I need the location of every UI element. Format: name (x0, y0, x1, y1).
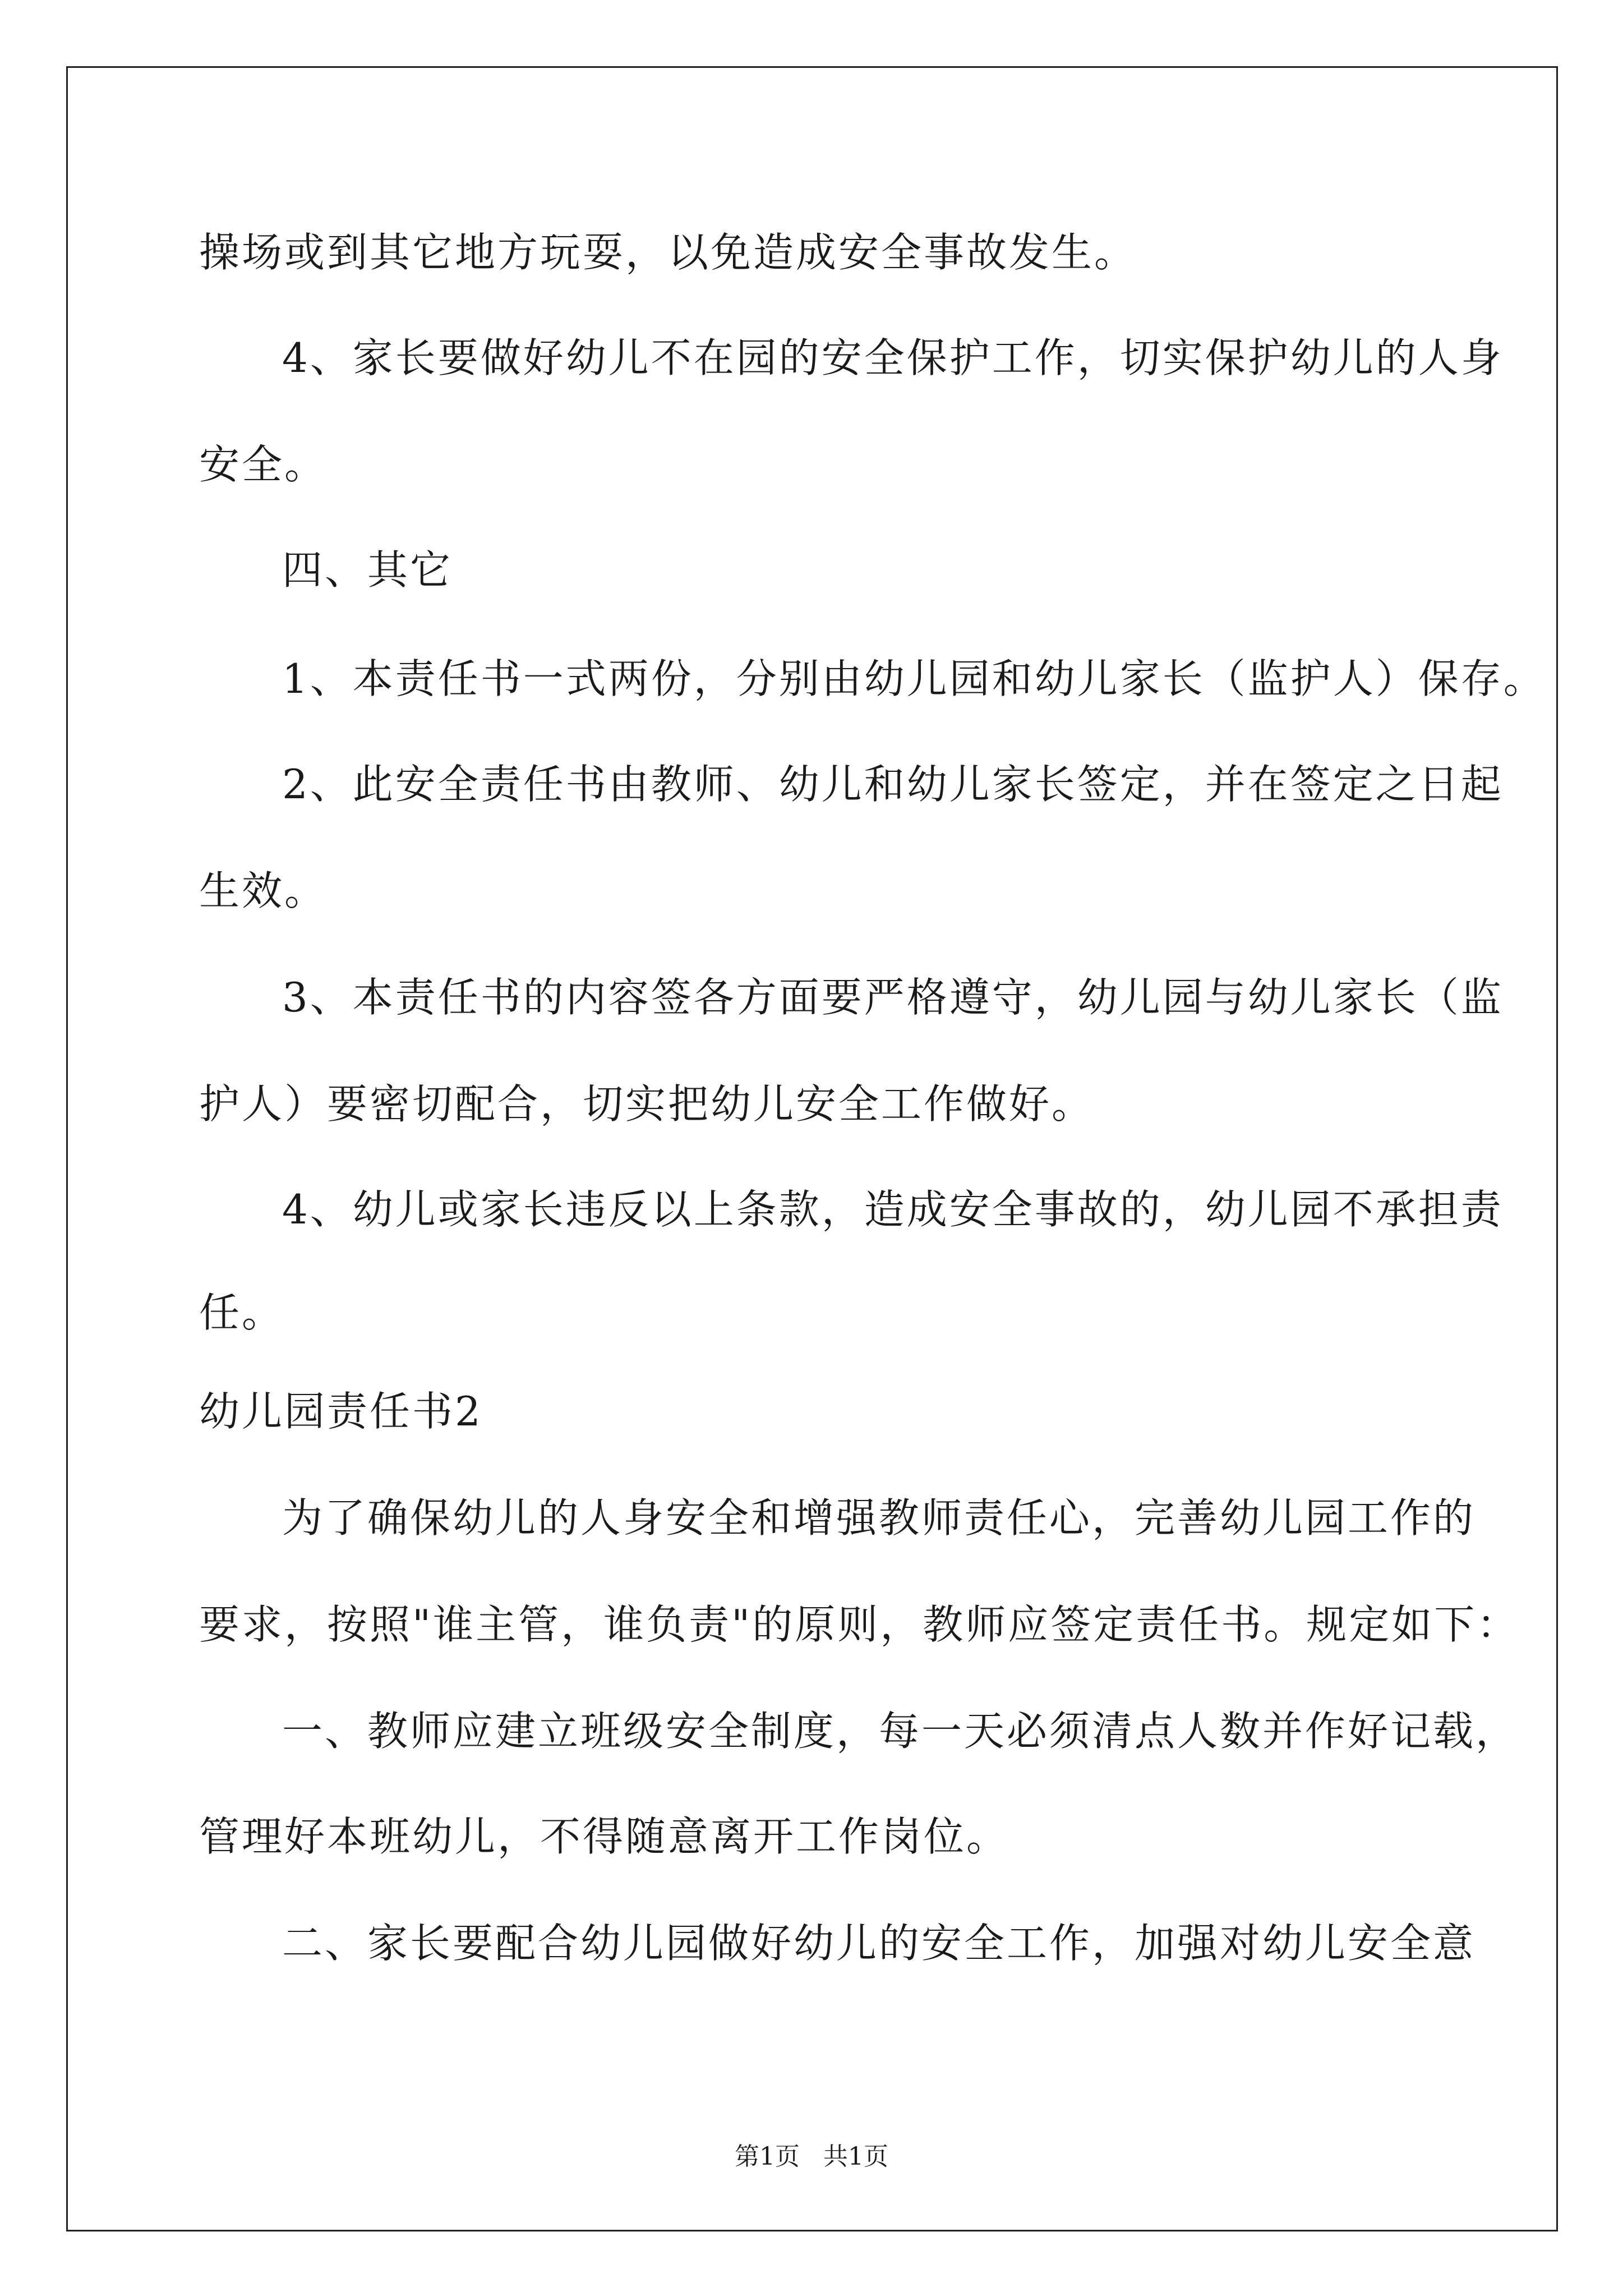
body-line-3: 安全。 (199, 441, 328, 488)
page-number: 第1页 (735, 2142, 800, 2171)
page-footer (0, 2140, 1623, 2174)
body-line-14: 要求，按照"谁主管，谁负责"的原则，教师应签定责任书。规定如下： (199, 1601, 1520, 1648)
document-title: 幼儿园责任书2 (199, 1388, 483, 1435)
body-line-7: 生效。 (199, 867, 328, 914)
body-line-6: 2、此安全责任书由教师、幼儿和幼儿家长签定，并在签定之日起 (282, 761, 1504, 808)
body-line-2: 4、家长要做好幼儿不在园的安全保护工作，切实保护幼儿的人身 (282, 334, 1504, 381)
body-line-1: 操场或到其它地方玩耍，以免造成安全事故发生。 (199, 229, 1137, 276)
body-line-13: 为了确保幼儿的人身安全和增强教师责任心，完善幼儿园工作的 (282, 1494, 1476, 1542)
body-line-10: 4、幼儿或家长违反以上条款，造成安全事故的，幼儿园不承担责 (282, 1186, 1504, 1233)
body-line-11: 任。 (199, 1289, 285, 1336)
body-line-8: 3、本责任书的内容签各方面要严格遵守，幼儿园与幼儿家长（监 (282, 974, 1504, 1021)
page-total: 共1页 (823, 2142, 888, 2171)
page-border (66, 66, 1558, 2231)
body-line-15: 一、教师应建立班级安全制度，每一天必须清点人数并作好记载， (282, 1708, 1519, 1755)
body-line-5: 1、本责任书一式两份，分别由幼儿园和幼儿家长（监护人）保存。 (282, 655, 1546, 702)
body-line-16: 管理好本班幼儿，不得随意离开工作岗位。 (199, 1813, 1009, 1860)
body-line-9: 护人）要密切配合，切实把幼儿安全工作做好。 (199, 1080, 1095, 1128)
body-line-17: 二、家长要配合幼儿园做好幼儿的安全工作，加强对幼儿安全意 (282, 1920, 1476, 1967)
section-heading-other: 四、其它 (282, 546, 453, 593)
